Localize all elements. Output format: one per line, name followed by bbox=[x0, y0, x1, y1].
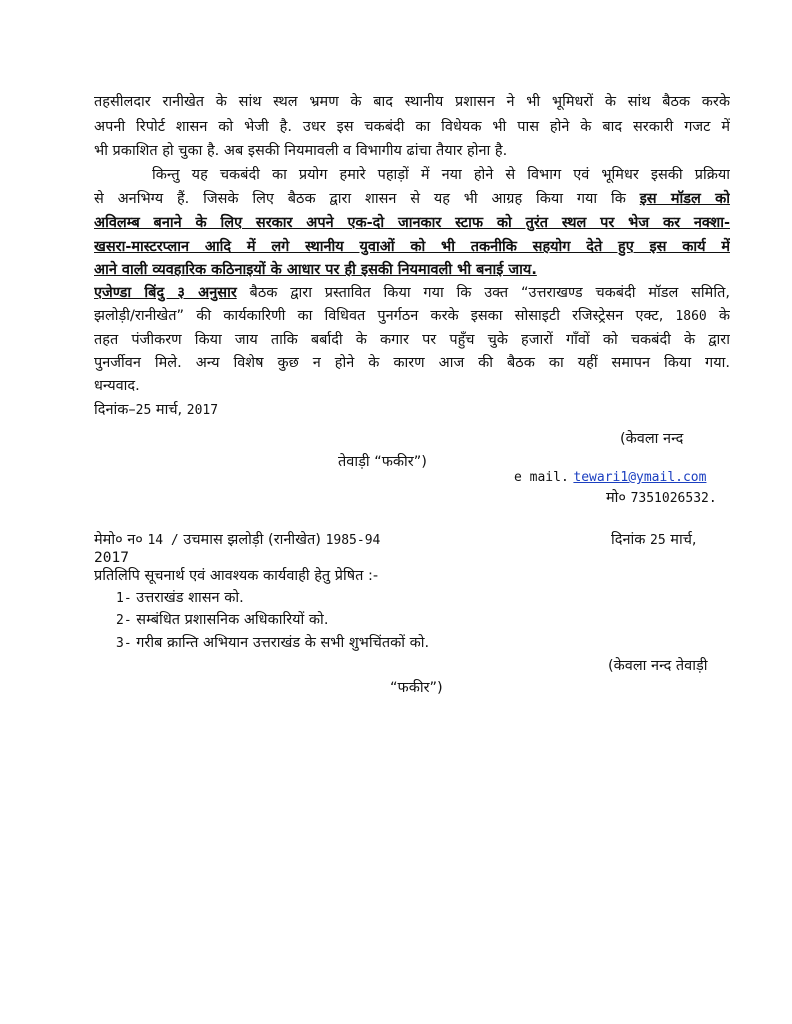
list-item: 3- गरीब क्रान्ति अभियान उत्तराखंड के सभी शुभचिंतकों को. bbox=[116, 635, 430, 651]
memo-date: दिनांक 25 मार्च, bbox=[611, 532, 697, 548]
signature-alias: तेवाड़ी “फकीर”) bbox=[338, 454, 427, 470]
act-year: 1860 bbox=[675, 309, 707, 324]
email-row bbox=[514, 467, 706, 488]
list-item: 2- सम्बंधित प्रशासनिक अधिकारियों को. bbox=[116, 612, 329, 628]
paragraph-line: किन्तु यह चकबंदी का प्रयोग हमारे पहाड़ों में नया होने से विभाग एवं भूमिधर इसकी प्रक्रिया bbox=[152, 167, 730, 183]
paragraph-line bbox=[94, 283, 730, 304]
agenda-heading: एजेण्डा बिंदु ३ अनुसार bbox=[94, 285, 237, 301]
memo-signature-alias: “फकीर”) bbox=[390, 680, 443, 696]
email-label: e mail. bbox=[514, 470, 569, 485]
letter-date: दिनांक–25 मार्च, 2017 bbox=[94, 402, 219, 418]
paragraph-line bbox=[94, 189, 730, 210]
paragraph-line: तहत पंजीकरण किया जाय ताकि बर्बादी के कगार पर पहुँच चुके हजारों गाँवों को चकबंदी के द्वारा bbox=[94, 332, 730, 348]
paragraph-line: पुनर्जीवन मिले. अन्य विशेष कुछ न होने के कारण आज की बैठक का यहीं समापन किया गया. bbox=[94, 355, 730, 371]
highlighted-text: इस मॉडल को bbox=[639, 191, 730, 207]
list-item: 1- उत्तराखंड शासन को. bbox=[116, 590, 244, 606]
email-link[interactable]: tewari1@ymail.com bbox=[573, 470, 707, 485]
memo-year: 2017 bbox=[94, 550, 129, 566]
paragraph-line: तहसीलदार रानीखेत के सांथ स्थल भ्रमण के बाद स्थानीय प्रशासन ने भी भूमिधरों के सांथ बैठक करके bbox=[94, 94, 730, 110]
paragraph-line: भी प्रकाशित हो चुका है. अब इसकी नियमावली व विभागीय ढांचा तैयार होना है. bbox=[94, 143, 508, 159]
paragraph-text: बैठक द्वारा प्रस्तावित किया गया कि उक्त “उत्तराखण्ड चकबंदी मॉडल समिति, bbox=[236, 285, 730, 301]
copy-forward-line: प्रतिलिपि सूचनार्थ एवं आवश्यक कार्यवाही हेतु प्रेषित :- bbox=[94, 568, 379, 584]
phone-row bbox=[606, 488, 717, 509]
highlighted-line: अविलम्ब बनाने के लिए सरकार अपने एक-दो जानकार स्टाफ को तुरंत स्थल पर भेज कर नक्शा- bbox=[94, 215, 730, 231]
paragraph-line bbox=[94, 306, 730, 327]
phone-number: 7351026532. bbox=[630, 491, 717, 506]
signature-name: (केवला नन्द bbox=[620, 431, 684, 447]
memo-reference: मेमो० न० 14 / उचमास झलोड़ी (रानीखेत) 1985-94 bbox=[94, 532, 381, 548]
paragraph-text: से अनभिग्य हैं. जिसके लिए बैठक द्वारा शासन से यह भी आग्रह किया गया कि bbox=[94, 191, 640, 207]
paragraph-text: के bbox=[706, 308, 730, 324]
closing-thanks: धन्यवाद. bbox=[94, 378, 140, 394]
paragraph-text: झलोड़ी/रानीखेत” की कार्यकारिणी का विधिवत पुनर्गठन करके इसका सोसाइटी रजिस्ट्रेसन एक्ट, bbox=[94, 308, 676, 324]
phone-label: मो० bbox=[606, 490, 626, 506]
highlighted-line: खसरा-मास्टरप्लान आदि में लगे स्थानीय युवाओं को भी तकनीकि सहयोग देते हुए इस कार्य में bbox=[94, 239, 730, 255]
highlighted-line: आने वाली व्यवहारिक कठिनाइयों के आधार पर ही इसकी नियमावली भी बनाई जाय. bbox=[94, 262, 537, 278]
memo-signature-name: (केवला नन्द तेवाड़ी bbox=[608, 658, 708, 674]
paragraph-line: अपनी रिपोर्ट शासन को भेजी है. उधर इस चकबंदी का विधेयक भी पास होने के बाद सरकारी गजट में bbox=[94, 119, 730, 135]
